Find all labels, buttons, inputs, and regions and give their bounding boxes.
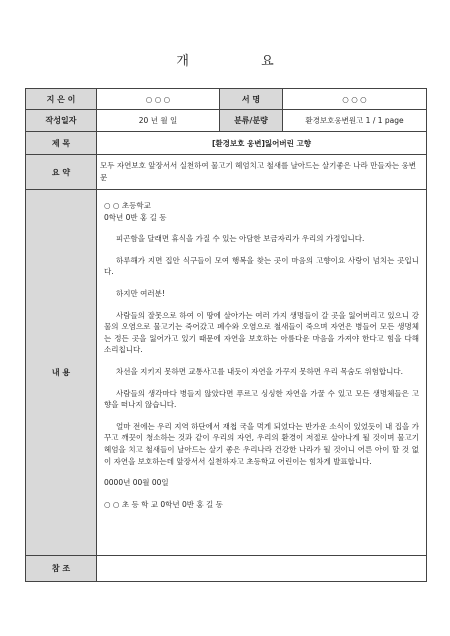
content-paragraph: 피곤함을 달래면 휴식을 가질 수 있는 아담한 보금자리가 우리의 가정입니다. [116,234,365,244]
date-label: 작성일자 [26,110,97,132]
content-signature-line: ○ ○ 초 등 학 교 0학년 0반 홍 길 동 [104,499,223,509]
content-paragraph: 차선을 지키지 못하면 교통사고를 내듯이 자연을 가꾸지 못하면 우리 목숨도 위험합니다. [116,366,404,376]
subject-value: [환경보호 웅변]잃어버린 고향 [97,132,427,155]
summary-form-table [25,88,427,582]
date-value: 20 년 월 일 [97,110,220,132]
content-paragraph: 하루해가 지면 집안 식구들이 모여 행복을 찾는 곳이 마음의 고향이요 사랑이 넘치는 곳입니다. [104,255,419,277]
author-row [26,89,427,110]
subject-label: 제 목 [26,132,97,155]
content-label: 내 용 [26,190,97,556]
author-label: 지 은 이 [26,89,97,110]
summary-value: 모두 자연보호 앞장서서 실천하여 물고기 헤엄치고 철새를 날아드는 살기좋은 나라 만들자는 웅변문 [97,155,427,190]
subject-row [26,132,427,155]
reference-label: 참 조 [26,556,97,582]
page-title: 개 요 [176,54,308,69]
summary-row [26,155,427,190]
signature-value: ○ ○ ○ [283,89,427,110]
reference-row [26,556,427,582]
signature-label: 서 명 [220,89,283,110]
content-paragraph: 하지만 여러분! [116,288,165,298]
content-paragraph: 사람들의 잘못으로 하여 이 땅에 살아가는 여러 가지 생명들이 갈 곳을 잃어버리고 있으니 강물의 오염으로 물고기는 죽어갔고 폐수와 오염으로 철새들이 죽으며 자연은 병들어 모든 생명체는 정든 곳을 잃어가고 있기 때문에 자연을 보호하는 아름다운 마음을 가져야 한다고 힘을 다해 소리칩니다. [104,310,419,355]
content-paragraph: 얼마 전에는 우리 지역 하단에서 재첩 국을 먹게 되었다는 반가운 소식이 있었듯이 내 집을 가꾸고 깨끗이 청소하는 것과 같이 우리의 자연, 우리의 환경이 저절로 살아나게 될 것이며 물고기 헤엄을 치고 철새들이 날아드는 살기 좋은 우리나라 건강한 나라가 될 것이니 어른 아이 할 것 없이 자연을 보호하는데 앞장서서 실천하자고 초등학교 어린이는 힘차게 발표합니다. [104,421,419,466]
category-label: 분류/분량 [220,110,283,132]
content-date-line: 0000년 00월 00일 [104,478,169,488]
content-name-line: 0학년 0반 홍 길 동 [104,212,167,222]
author-value: ○ ○ ○ [97,89,220,110]
content-paragraph: 사람들의 생각마다 병들지 않았다면 푸르고 싱싱한 자연을 가꿀 수 있고 모든 생명체들은 고향을 떠나지 않습니다. [104,388,419,410]
content-body [97,190,427,556]
summary-label: 요 약 [26,155,97,190]
content-row [26,190,427,556]
category-value: 환경보호웅변원고 1 / 1 page [283,110,427,132]
content-school-line: ○ ○ 초등학교 [104,201,151,210]
date-row [26,110,427,132]
reference-value [97,556,427,582]
